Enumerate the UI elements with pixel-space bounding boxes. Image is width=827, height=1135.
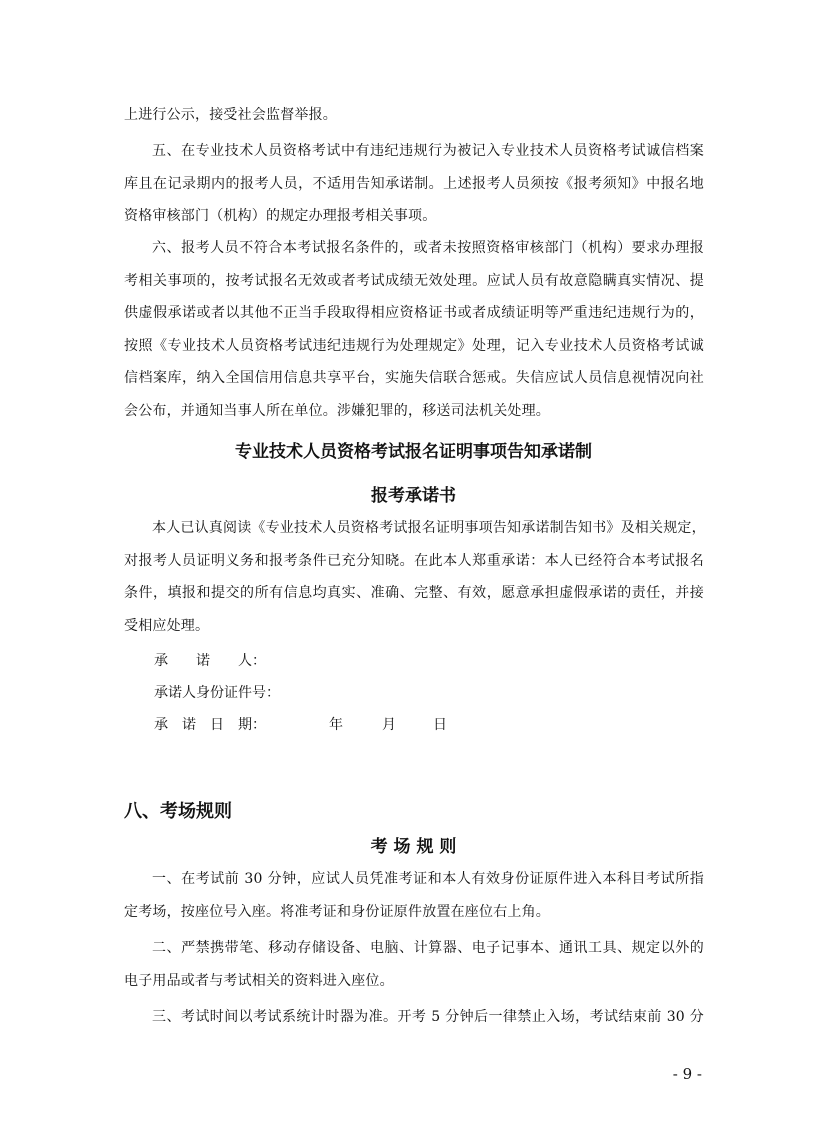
continuation-paragraph bbox=[124, 99, 704, 132]
commitment-sub-heading: 报考承诺书 bbox=[371, 486, 456, 506]
day-label: 日 bbox=[433, 717, 447, 733]
month-label: 月 bbox=[382, 717, 396, 733]
rule-3 bbox=[124, 1001, 704, 1034]
paragraph-5 bbox=[124, 135, 704, 233]
text-line: 二、严禁携带笔、移动存储设备、电脑、计算器、电子记事本、通讯工具、规定以外的 bbox=[152, 940, 704, 956]
text-line: 电子用品或者与考试相关的资料进入座位。 bbox=[124, 972, 394, 989]
text-line: 上进行公示，接受社会监督举报。 bbox=[124, 107, 337, 123]
commitment-paragraph bbox=[124, 512, 704, 642]
text-line: 按照《专业技术人员资格考试违纪违规行为处理规定》处理，记入专业技术人员资格考试诚 bbox=[124, 337, 704, 354]
text-line: 库且在记录期内的报考人员，不适用告知承诺制。上述报考人员须按《报考须知》中报名地 bbox=[124, 175, 704, 192]
text-line: 对报考人员证明义务和报考条件已充分知晓。在此本人郑重承诺：本人已经符合本考试报名 bbox=[124, 552, 704, 569]
rule-1 bbox=[124, 863, 704, 928]
text-line: 资格审核部门（机构）的规定办理报考相关事项。 bbox=[124, 208, 437, 224]
text-line: 会公布，并通知当事人所在单位。涉嫌犯罪的，移送司法机关处理。 bbox=[124, 402, 550, 419]
rules-heading: 考 场 规 则 bbox=[370, 837, 457, 857]
year-label: 年 bbox=[329, 717, 343, 733]
section-8-title: 八、考场规则 bbox=[124, 801, 232, 822]
date-field-label: 承 诺 日 期： bbox=[154, 717, 266, 733]
rule-2 bbox=[124, 932, 704, 997]
commitment-main-heading: 专业技术人员资格考试报名证明事项告知承诺制 bbox=[235, 442, 592, 462]
text-line: 本人已认真阅读《专业技术人员资格考试报名证明事项告知承诺制告知书》及相关规定， bbox=[152, 520, 706, 536]
text-line: 一、在考试前 30 分钟，应试人员凭准考证和本人有效身份证原件进入本科目考试所指 bbox=[152, 871, 704, 887]
text-line: 受相应处理。 bbox=[124, 617, 210, 634]
text-line: 定考场，按座位号入座。将准考证和身份证原件放置在座位右上角。 bbox=[124, 903, 550, 920]
text-line: 五、在专业技术人员资格考试中有违纪违规行为被记入专业技术人员资格考试诚信档案 bbox=[152, 143, 704, 159]
text-line: 六、报考人员不符合本考试报名条件的，或者未按照资格审核部门（机构）要求办理报 bbox=[152, 240, 704, 256]
paragraph-6 bbox=[124, 232, 704, 427]
text-line: 考相关事项的，按考试报名无效或者考试成绩无效处理。应试人员有故意隐瞒真实情况、提 bbox=[124, 272, 704, 289]
text-line: 信档案库，纳入全国信用信息共享平台，实施失信联合惩戒。失信应试人员信息视情况向社 bbox=[124, 370, 704, 386]
text-line: 条件，填报和提交的所有信息均真实、准确、完整、有效，愿意承担虚假承诺的责任，并接 bbox=[124, 585, 704, 601]
promisor-field-label: 承 诺 人： bbox=[154, 653, 266, 669]
text-line: 供虚假承诺或者以其他不正当手段取得相应资格证书或者成绩证明等严重违纪违规行为的， bbox=[124, 305, 704, 321]
id-number-field-label: 承诺人身份证件号： bbox=[154, 685, 280, 701]
text-line: 三、考试时间以考试系统计时器为准。开考 5 分钟后一律禁止入场，考试结束前 30 分 bbox=[152, 1009, 704, 1025]
page-number: - 9 - bbox=[672, 1065, 702, 1083]
